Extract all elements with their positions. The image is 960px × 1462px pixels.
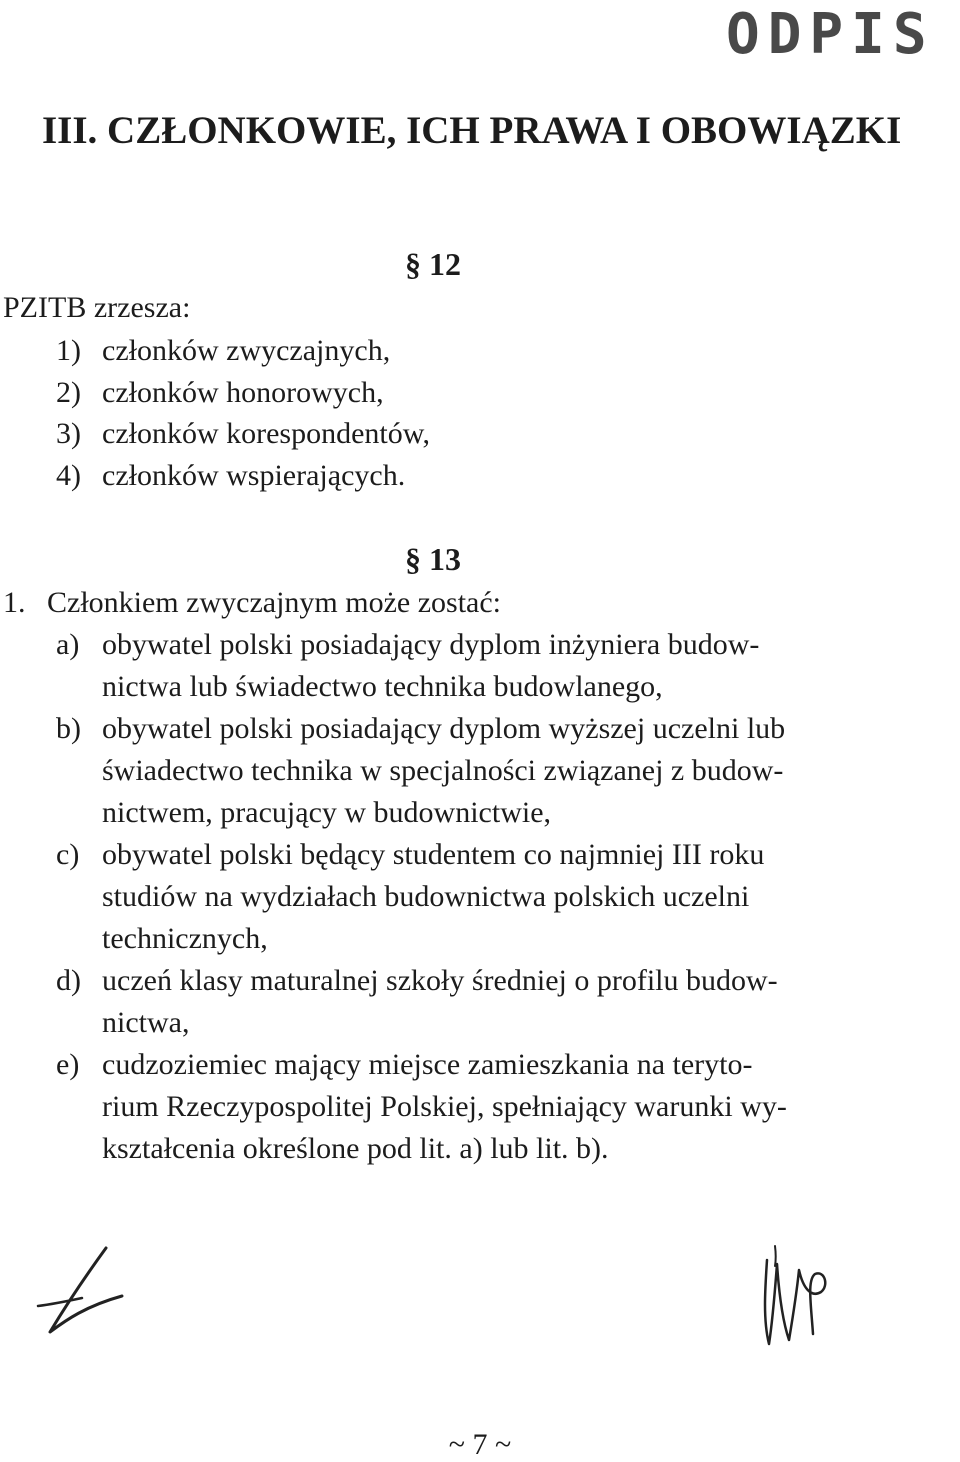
odpis-stamp: ODPIS xyxy=(726,2,935,67)
signature-right xyxy=(755,1240,845,1350)
page-number: ~ 7 ~ xyxy=(448,1428,512,1461)
item-text: członków wspierających. xyxy=(102,459,406,492)
point-label: 1. xyxy=(3,586,26,619)
item-continuation: studiów na wydziałach budownictwa polskich uczelni xyxy=(102,880,750,913)
section-13-item-a xyxy=(56,630,759,660)
section-12-item xyxy=(56,336,390,366)
chapter-title: III. CZŁONKOWIE, ICH PRAWA I OBOWIĄZKI xyxy=(42,109,902,152)
item-text: członków korespondentów, xyxy=(102,417,430,450)
item-label: 3) xyxy=(56,417,81,450)
section-12-item xyxy=(56,461,405,491)
item-label: c) xyxy=(56,838,80,871)
item-label: 1) xyxy=(56,334,81,367)
item-line: cudzoziemiec mający miejsce zamieszkania na teryto- xyxy=(102,1048,753,1081)
item-continuation: technicznych, xyxy=(102,922,268,955)
item-label: a) xyxy=(56,628,80,661)
item-continuation: rium Rzeczypospolitej Polskiej, spełniający warunki wy- xyxy=(102,1090,787,1123)
item-continuation: nictwem, pracujący w budownictwie, xyxy=(102,796,552,829)
item-label: e) xyxy=(56,1048,80,1081)
item-continuation: świadectwo technika w specjalności związanej z budow- xyxy=(102,754,784,787)
item-line: uczeń klasy maturalnej szkoły średniej o profilu budow- xyxy=(102,964,778,997)
item-line: obywatel polski posiadający dyplom wyższej uczelni lub xyxy=(102,712,786,745)
item-continuation: nictwa, xyxy=(102,1006,190,1039)
item-continuation: kształcenia określone pod lit. a) lub lit. b). xyxy=(102,1132,609,1165)
item-label: 4) xyxy=(56,459,81,492)
section-12-item xyxy=(56,419,430,449)
section-13-point xyxy=(3,588,501,618)
section-13-item-e xyxy=(56,1050,753,1080)
section-13-item-c xyxy=(56,840,764,870)
item-label: b) xyxy=(56,712,81,745)
point-text: Członkiem zwyczajnym może zostać: xyxy=(47,586,501,619)
section-12-item xyxy=(56,378,384,408)
section-13-heading: § 13 xyxy=(405,541,461,577)
item-line: obywatel polski posiadający dyplom inżyniera budow- xyxy=(102,628,760,661)
section-13-item-d xyxy=(56,966,778,996)
item-continuation: nictwa lub świadectwo technika budowlanego, xyxy=(102,670,663,703)
item-line: obywatel polski będący studentem co najmniej III roku xyxy=(102,838,765,871)
item-label: d) xyxy=(56,964,81,997)
item-text: członków honorowych, xyxy=(102,376,384,409)
item-label: 2) xyxy=(56,376,81,409)
section-12-heading: § 12 xyxy=(405,246,461,282)
section-13-item-b xyxy=(56,714,785,744)
signature-left xyxy=(28,1240,138,1340)
section-12-intro: PZITB zrzesza: xyxy=(3,291,191,324)
item-text: członków zwyczajnych, xyxy=(102,334,391,367)
